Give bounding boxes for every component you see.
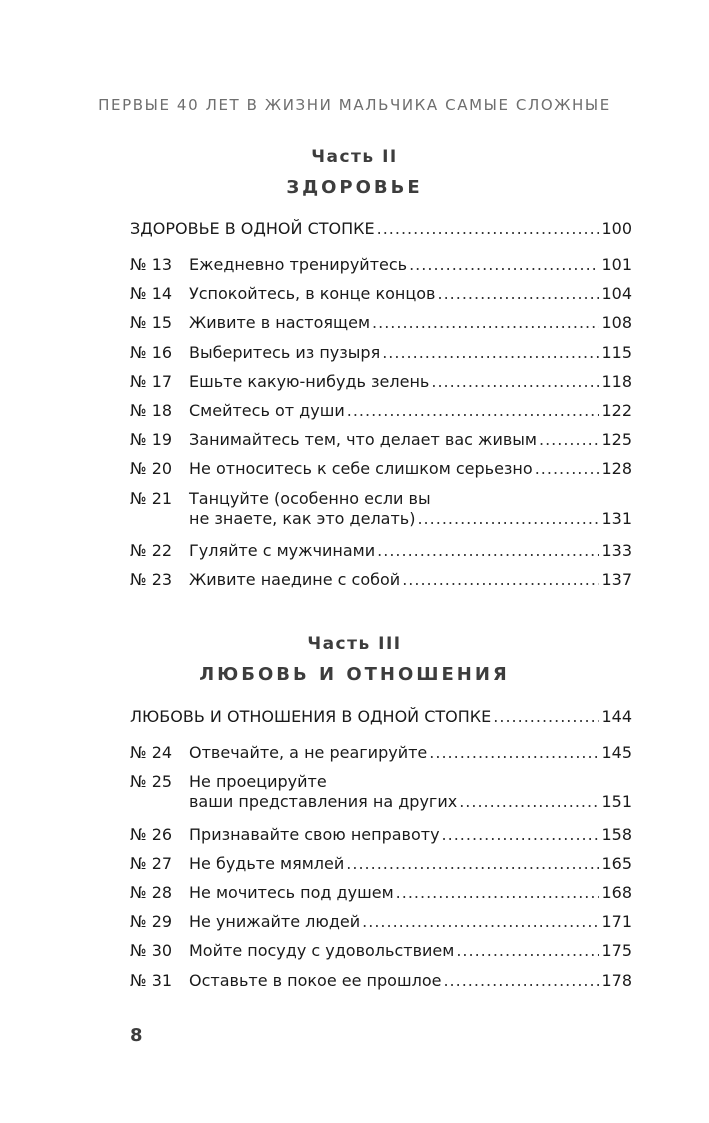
entry-number: № 19 bbox=[130, 430, 173, 450]
toc-page: 115 bbox=[601, 342, 632, 362]
entry-title: Не относитесь к себе слишком серьезно bbox=[189, 459, 533, 479]
entry-number: № 24 bbox=[130, 743, 173, 762]
part3-label: Часть III bbox=[307, 634, 402, 654]
entry-title-line2: ваши представления на других bbox=[189, 792, 458, 812]
entry-title: Признавайте свою неправоту bbox=[189, 824, 440, 844]
leader-dots bbox=[417, 509, 599, 529]
toc-page: 100 bbox=[601, 219, 632, 238]
toc-page: 122 bbox=[601, 400, 632, 420]
entry-number: № 16 bbox=[130, 342, 173, 362]
entry-number: № 13 bbox=[130, 255, 173, 274]
running-head: ПЕРВЫЕ 40 ЛЕТ В ЖИЗНИ МАЛЬЧИКА САМЫЕ СЛОЖНЫЕ bbox=[98, 96, 611, 114]
entry-title: Не мочитесь под душем bbox=[189, 883, 394, 903]
toc-entry[interactable] bbox=[130, 401, 632, 430]
entry-number: № 18 bbox=[130, 400, 173, 420]
entry-number: № 17 bbox=[130, 371, 173, 391]
toc-entry[interactable] bbox=[130, 489, 632, 542]
toc-summary-row[interactable] bbox=[130, 707, 632, 743]
toc-page: 171 bbox=[601, 912, 632, 932]
leader-dots bbox=[382, 343, 599, 363]
toc-page: 165 bbox=[601, 853, 632, 873]
entry-number: № 15 bbox=[130, 313, 173, 333]
toc-page: 145 bbox=[601, 743, 632, 762]
toc-entry[interactable] bbox=[130, 772, 632, 825]
toc-summary-row[interactable] bbox=[130, 219, 632, 255]
toc-page: 151 bbox=[601, 792, 632, 812]
toc-entry[interactable] bbox=[130, 854, 632, 883]
toc-page: 108 bbox=[601, 313, 632, 333]
entry-number: № 14 bbox=[130, 284, 173, 304]
entry-title: Смейтесь от души bbox=[189, 400, 345, 420]
entry-number: № 30 bbox=[130, 941, 173, 961]
leader-dots bbox=[402, 570, 599, 590]
entry-title: Мойте посуду с удовольствием bbox=[189, 941, 455, 961]
entry-title: Ежедневно тренируйтесь bbox=[189, 255, 408, 274]
entry-title: Ешьте какую-нибудь зелень bbox=[189, 371, 430, 391]
toc-entry[interactable] bbox=[130, 883, 632, 912]
part2-label: Часть II bbox=[311, 147, 398, 167]
entry-title: Выберитесь из пузыря bbox=[189, 342, 381, 362]
entry-title-line2: не знаете, как это делать) bbox=[189, 508, 416, 528]
toc-entry[interactable] bbox=[130, 912, 632, 941]
toc-page: 125 bbox=[601, 430, 632, 450]
leader-dots bbox=[372, 313, 599, 333]
entry-number: № 31 bbox=[130, 970, 173, 990]
toc-entry[interactable] bbox=[130, 570, 632, 599]
entry-title: Оставьте в покое ее прошлое bbox=[189, 970, 442, 990]
leader-dots bbox=[459, 792, 599, 812]
leader-dots bbox=[443, 971, 599, 991]
part3-toc bbox=[130, 707, 632, 1000]
entry-number: № 21 bbox=[130, 488, 173, 508]
entry-title-line1: Не проецируйте bbox=[189, 772, 327, 792]
entry-title: Успокойтесь, в конце концов bbox=[189, 284, 436, 304]
entry-title: Отвечайте, а не реагируйте bbox=[189, 743, 428, 762]
toc-page: 137 bbox=[601, 570, 632, 590]
entry-title: Не унижайте людей bbox=[189, 912, 361, 932]
toc-entry[interactable] bbox=[130, 941, 632, 970]
toc-entry[interactable] bbox=[130, 343, 632, 372]
toc-page: 128 bbox=[601, 459, 632, 479]
leader-dots bbox=[442, 825, 600, 845]
leader-dots bbox=[396, 883, 600, 903]
leader-dots bbox=[347, 401, 600, 421]
toc-page: 101 bbox=[601, 255, 632, 274]
toc-entry[interactable] bbox=[130, 284, 632, 313]
toc-entry[interactable] bbox=[130, 541, 632, 570]
toc-entry[interactable] bbox=[130, 825, 632, 854]
toc-entry[interactable] bbox=[130, 372, 632, 401]
toc-entry[interactable] bbox=[130, 459, 632, 488]
leader-dots bbox=[377, 541, 599, 561]
entry-title-line1: Танцуйте (особенно если вы bbox=[189, 488, 431, 508]
part3-title: ЛЮБОВЬ И ОТНОШЕНИЯ bbox=[199, 664, 510, 685]
toc-entry[interactable] bbox=[130, 971, 632, 1000]
leader-dots bbox=[409, 255, 599, 275]
toc-page: 178 bbox=[601, 970, 632, 990]
part2-title: ЗДОРОВЬЕ bbox=[286, 177, 423, 198]
leader-dots bbox=[493, 707, 599, 727]
toc-page: 168 bbox=[601, 883, 632, 903]
toc-page: 104 bbox=[601, 284, 632, 304]
entry-title: Живите наедине с собой bbox=[189, 570, 401, 590]
toc-summary-title: ЗДОРОВЬЕ В ОДНОЙ СТОПКЕ bbox=[130, 219, 375, 238]
entry-title: Занимайтесь тем, что делает вас живым bbox=[189, 430, 537, 450]
entry-title: Гуляйте с мужчинами bbox=[189, 541, 376, 560]
entry-number: № 20 bbox=[130, 459, 173, 479]
leader-dots bbox=[362, 912, 599, 932]
entry-number: № 27 bbox=[130, 853, 173, 873]
entry-number: № 25 bbox=[130, 772, 173, 792]
entry-number: № 22 bbox=[130, 541, 173, 560]
toc-page: 175 bbox=[601, 941, 632, 961]
toc-page: 131 bbox=[601, 508, 632, 528]
toc-summary-title: ЛЮБОВЬ И ОТНОШЕНИЯ В ОДНОЙ СТОПКЕ bbox=[130, 707, 492, 726]
entry-number: № 28 bbox=[130, 883, 173, 903]
leader-dots bbox=[431, 372, 599, 392]
entry-title: Живите в настоящем bbox=[189, 313, 371, 333]
leader-dots bbox=[429, 743, 599, 763]
entry-number: № 23 bbox=[130, 570, 173, 590]
leader-dots bbox=[437, 284, 599, 304]
entry-title: Не будьте мямлей bbox=[189, 853, 345, 873]
toc-entry[interactable] bbox=[130, 313, 632, 342]
toc-page: 158 bbox=[601, 824, 632, 844]
toc-entry[interactable] bbox=[130, 743, 632, 772]
toc-entry[interactable] bbox=[130, 430, 632, 459]
leader-dots bbox=[539, 430, 599, 450]
leader-dots bbox=[535, 459, 600, 479]
toc-page: 144 bbox=[601, 707, 632, 726]
toc-page: 133 bbox=[601, 541, 632, 560]
entry-number: № 29 bbox=[130, 912, 173, 932]
leader-dots bbox=[456, 941, 599, 961]
part2-toc bbox=[130, 219, 632, 599]
entry-number: № 26 bbox=[130, 824, 173, 844]
toc-entry[interactable] bbox=[130, 255, 632, 284]
leader-dots bbox=[377, 219, 600, 239]
page-number: 8 bbox=[130, 1025, 143, 1046]
leader-dots bbox=[346, 854, 599, 874]
toc-page: 118 bbox=[601, 371, 632, 391]
